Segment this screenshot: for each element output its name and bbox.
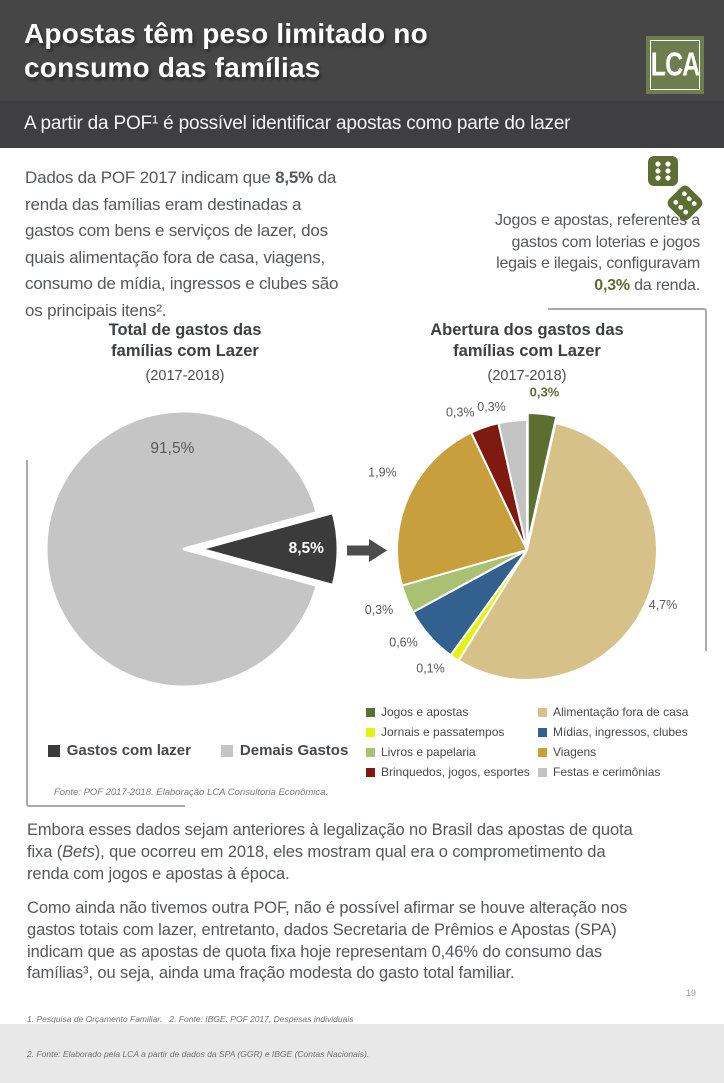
legend-label: Brinquedos, jogos, esportes [381,765,530,779]
pie-label-jornais-e-passatempos: 0,1% [416,661,445,676]
legend-swatch [366,768,375,777]
legend-item-gastos-com-lazer [48,742,191,759]
intro-paragraph-right [424,210,700,296]
text-run: 8,5% [275,168,314,187]
legend-swatch [538,768,547,777]
legend-item-brinquedos-jogos-esportes [366,762,538,782]
pie-label-midias-ingressos-clubes: 0,6% [389,635,418,650]
left-chart-subtitle: (2017-2018) [145,368,225,384]
page-number: 19 [686,988,697,998]
pie-label-festas-e-cerimonias: 0,3% [477,399,506,414]
pie-label-viagens: 1,9% [368,465,397,480]
text-run: consumo de mídia, ingressos e clubes são [25,274,339,293]
text-run: indicam que as apostas de quota fixa hoje representam 0,46% do consumo das [27,942,603,961]
legend-swatch [366,708,375,717]
right-chart-legend [366,702,688,782]
legend-label: Demais Gastos [239,742,349,759]
pie-label-demais-gastos: 91,5% [150,439,195,457]
legend-label: Livros e papelaria [381,745,476,759]
text-run: Embora esses dados sejam anteriores à legalização no Brasil das apostas de quota [27,821,633,839]
left-chart-title-line1: Total de gastos das [108,321,262,339]
arrow-right-icon [347,539,387,562]
pie-label-brinquedos-jogos-esportes: 0,3% [446,405,475,420]
right-chart-title-line1: Abertura dos gastos das [430,321,624,339]
text-run: quais alimentação fora de casa, viagens, [25,247,326,267]
legend-item-jornais-e-passatempos [366,722,538,742]
page-title-line1: Apostas têm peso limitado no [24,18,428,49]
footnotes [27,991,369,1083]
legend-label: Gastos com lazer [66,742,191,759]
legend-swatch [221,745,233,757]
legend-swatch [48,745,60,757]
text-run: famílias³, ou seja, ainda uma fração modesta do gasto total familiar. [27,964,515,983]
abertura-gastos-pie-chart [364,384,682,700]
legend-item-festas-e-cerimonias [538,762,688,782]
page-title [24,17,428,85]
lca-logo [646,36,704,94]
text-run: Como ainda não tivemos outra POF, não é possível afirmar se houve alteração nos [27,899,628,917]
text-run: fixa ( [27,842,63,861]
subtitle-band [0,101,724,148]
left-chart-title [50,320,320,384]
text-run: legais e ilegais, configuravam [496,255,700,272]
source-note: Fonte: POF 2017-2018. Elaboração LCA Consultoria Econômica. [54,787,329,798]
page-title-line2: consumo das famílias [24,52,321,83]
pie-label-jogos-e-apostas: 0,3% [529,384,560,400]
text-run: ), que ocorreu em 2018, eles mostram qual era o comprometimento da [94,842,606,861]
text-run: renda com jogos e apostas à época. [27,864,290,883]
body-paragraph-2 [27,898,711,985]
text-run: da [313,168,337,187]
pie-label-alimentacao-fora-de-casa: 4,7% [648,597,678,612]
text-run: Jogos e apostas, referentes a [495,212,700,229]
legend-swatch [366,728,375,737]
legend-swatch [538,708,547,717]
page-subtitle: A partir da POF¹ é possível identificar apostas como parte do lazer [24,113,571,134]
text-run: Bets [62,842,95,861]
header-band [0,0,724,101]
footnote-line-1: 1. Pesquisa de Orçamento Familiar. 2. Fonte: IBGE. POF 2017, Despesas individuais [27,1014,354,1024]
legend-item-midias-ingressos-clubes [538,722,688,742]
legend-item-demais-gastos [221,742,348,759]
left-chart-title-line2: famílias com Lazer [111,341,259,360]
legend-label: Jornais e passatempos [381,725,505,739]
right-chart-title-line2: famílias com Lazer [453,341,601,360]
lca-logo-text: LCA [650,45,700,84]
intro-paragraph-left [25,165,425,324]
legend-label: Alimentação fora de casa [553,705,689,719]
text-run: os principais itens². [25,300,167,320]
left-chart-legend [30,742,366,759]
text-run: Dados da POF 2017 indicam que [25,168,276,187]
legend-swatch [366,748,375,757]
pie-label-gastos-com-lazer: 8,5% [288,540,324,558]
body-paragraph-1 [27,820,711,885]
pie-label-livros-e-papelaria: 0,3% [364,602,394,617]
legend-item-alimentacao-fora-de-casa [538,702,688,722]
total-gastos-pie-chart [16,392,336,704]
legend-label: Viagens [553,745,597,759]
legend-label: Mídias, ingressos, clubes [553,725,688,739]
footnote-line-2: 2. Fonte: Elaborado pela LCA a partir de dados da SPA (GGR) e IBGE (Contas Nacionais). [27,1048,370,1059]
legend-item-jogos-e-apostas [366,702,538,722]
legend-swatch [538,728,547,737]
legend-item-livros-e-papelaria [366,742,538,762]
text-run: gastos totais com lazer, entretanto, dados Secretaria de Prêmios e Apostas (SPA) [27,920,617,939]
legend-label: Festas e cerimônias [553,765,661,779]
legend-swatch [538,748,547,757]
text-run: renda das famílias eram destinadas a [25,194,302,214]
legend-label: Jogos e apostas [381,705,469,719]
text-run: 0,3% [594,276,630,294]
right-chart-subtitle: (2017-2018) [487,368,567,384]
right-chart-title [392,320,662,384]
legend-item-viagens [538,742,688,762]
text-run: gastos com bens e serviços de lazer, dos [25,221,328,240]
text-run: gastos com loterias e jogos [511,233,700,251]
text-run: da renda. [629,276,700,294]
